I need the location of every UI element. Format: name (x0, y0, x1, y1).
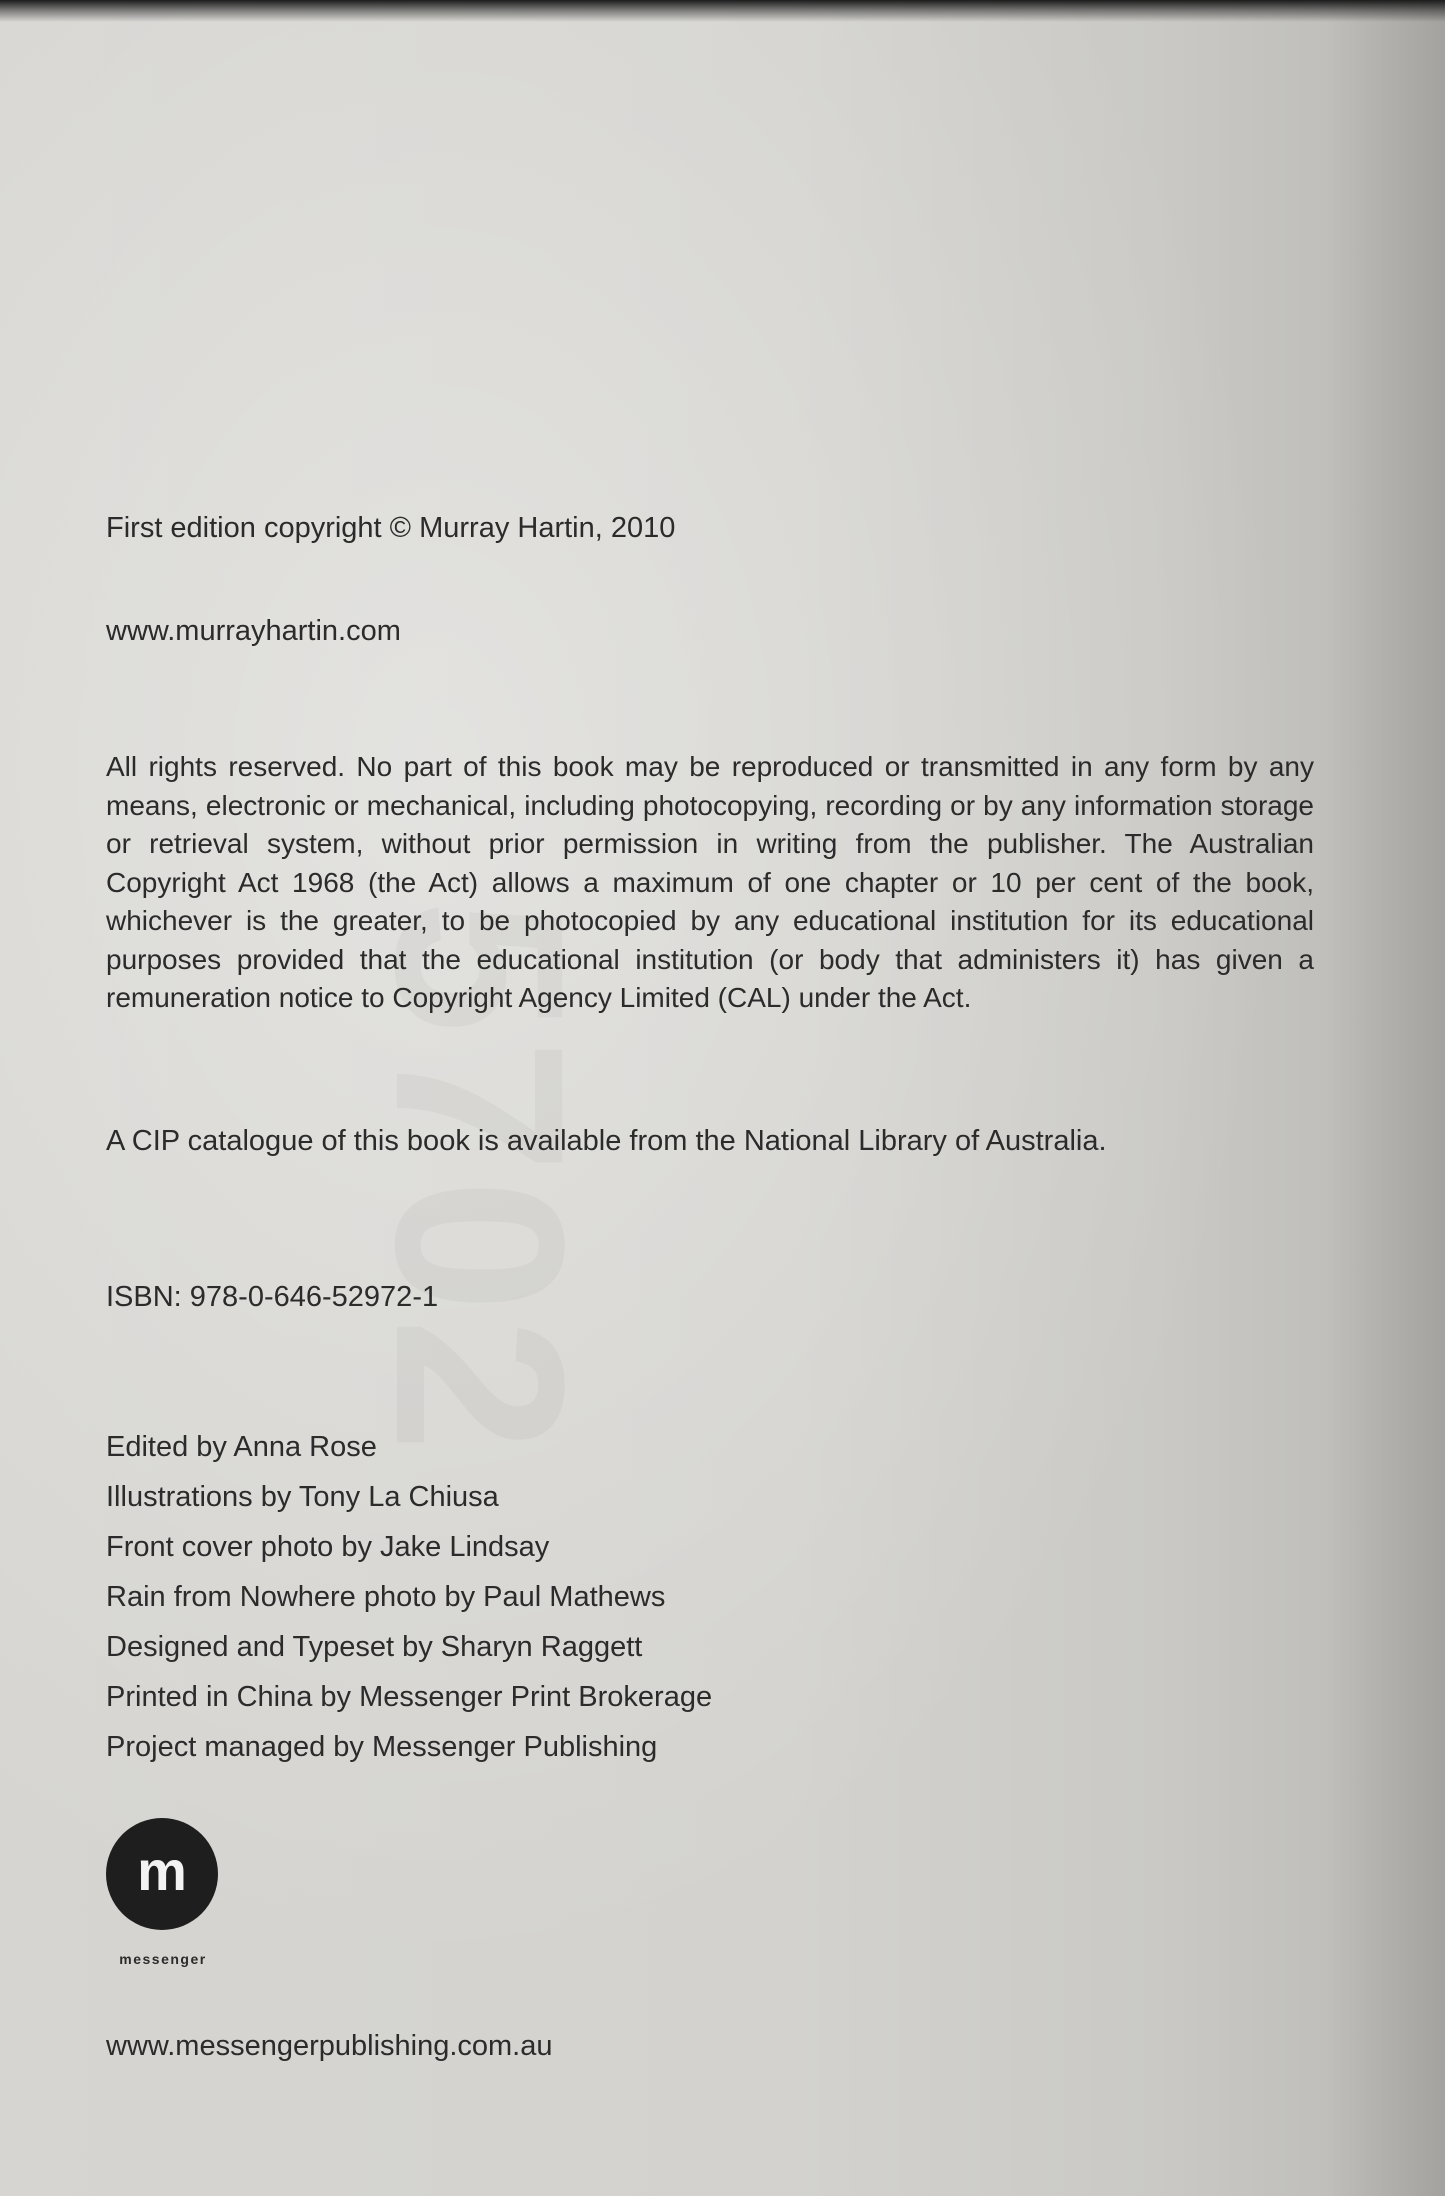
logo-m-icon: m (106, 1818, 218, 1930)
credit-cover-photo: Front cover photo by Jake Lindsay (106, 1531, 550, 1563)
credits-list (106, 1428, 712, 1778)
messenger-logo (106, 1818, 220, 1967)
page-top-edge-shadow (0, 0, 1445, 22)
credit-illustrations: Illustrations by Tony La Chiusa (106, 1481, 499, 1513)
copyright-line: First edition copyright © Murray Hartin, 2010 (106, 512, 676, 544)
isbn: ISBN: 978-0-646-52972-1 (106, 1281, 439, 1313)
credit-design: Designed and Typeset by Sharyn Raggett (106, 1631, 643, 1663)
logo-wordmark: messenger (119, 1951, 207, 1967)
credit-printing: Printed in China by Messenger Print Brokerage (106, 1681, 713, 1713)
credit-project-management: Project managed by Messenger Publishing (106, 1731, 658, 1763)
credit-rain-photo: Rain from Nowhere photo by Paul Mathews (106, 1581, 666, 1613)
page-curve-shadow (1325, 0, 1445, 2196)
credit-editor: Edited by Anna Rose (106, 1431, 377, 1463)
author-website: www.murrayhartin.com (106, 615, 401, 647)
publisher-website: www.messengerpublishing.com.au (106, 2030, 553, 2062)
rights-notice: All rights reserved. No part of this book may be reproduced or transmitted in any form by any means, electronic or mechanical, including photocopying, recording or by any information storage or retrieval system, without prior permission in writing from the publisher. The Australian Copyright Act 1968 (the Act) allows a maximum of one chapter or 10 per cent of the book, whichever is the greater, to be photocopied by any educational institution for its educational purposes provided that the educational institution (or body that administers it) has given a remuneration notice to Copyright Agency Limited (CAL) under the Act. (106, 751, 1314, 1013)
cip-notice: A CIP catalogue of this book is available from the National Library of Australia. (106, 1125, 1107, 1157)
